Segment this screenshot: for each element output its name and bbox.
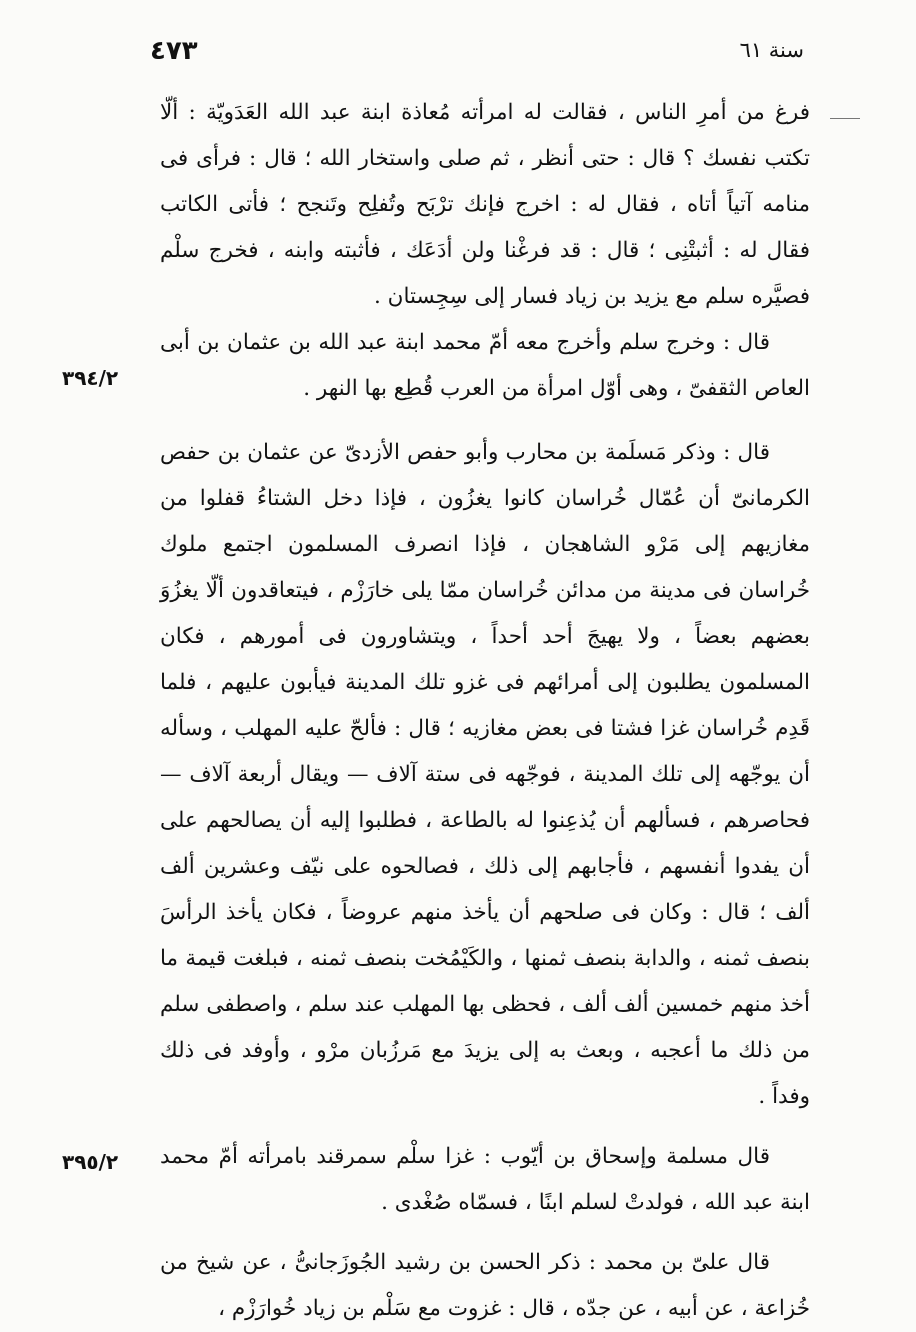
paragraph-gap <box>160 1120 810 1134</box>
page-number: ٤٧٣ <box>150 36 198 66</box>
paragraph-3: قال : وذكر مَسلَمة بن محارب وأبو حفص الأزدىّ عن عثمان بن حفص الكرمانىّ أن عُمّال خُراسان كانوا يغزُون ، فإذا دخل الشتاءُ قفلوا من مغازيهم إلى مَرْو الشاهجان ، فإذا انصرف المسلمون اجتمع ملوك خُراسان فى مدينة من مدائن خُراسان ممّا يلى خارَزْم ، فيتعاقدون ألّا يغزُوَ بعضهم بعضاً ، ولا يهيجَ أحد أحداً ، ويتشاورون فى أمورهم ، فكان المسلمون يطلبون إلى أمرائهم فى غزو تلك المدينة فيأبون عليهم ، فلما قَدِم خُراسان غزا فشتا فى بعض مغازيه ؛ قال : فألحّ عليه المهلب ، وسأله أن يوجّهه إلى تلك المدينة ، فوجّهه فى ستة آلاف — ويقال أربعة آلاف — فحاصرهم ، فسألهم أن يُذعِنوا له بالطاعة ، فطلبوا إليه أن يصالحهم على أن يفدوا أنفسهم ، فأجابهم إلى ذلك ، فصالحوه على نيّف وعشرين ألف ألف ؛ قال : وكان فى صلحهم أن يأخذ منهم عروضاً ، فكان يأخذ الرأسَ بنصف ثمنه ، والدابة بنصف ثمنها ، والكَيْمُخت بنصف ثمنه ، فبلغت قيمة ما أخذ منهم خمسين ألف ألف ، فحظى بها المهلب عند سلم ، واصطفى سلم من ذلك ما أعجبه ، وبعث به إلى يزيدَ مع مَرزُبان مرْو ، وأوفد فى ذلك وفداً . <box>160 440 810 1109</box>
page-header <box>0 30 916 70</box>
year-heading: سنة ٦١ <box>739 38 804 62</box>
paragraph-gap <box>160 412 810 430</box>
paragraph-2: قال : وخرج سلم وأخرج معه أمّ محمد ابنة عبد الله بن عثمان بن أبى العاص الثقفىّ ، وهى أوّل امرأة من العرب قُطِع بها النهر . <box>160 330 810 401</box>
margin-reference-394: ٣٩٤/٢ <box>62 366 119 390</box>
paragraph-5: قال علىّ بن محمد : ذكر الحسن بن رشيد الجُوزَجانىُّ ، عن شيخ من خُزاعة ، عن أبيه ، عن جدّه ، قال : غزوت مع سَلْم بن زياد خُوارَزْم ، <box>160 1250 810 1321</box>
paragraph-1: فرغ من أمرِ الناس ، فقالت له امرأته مُعاذة ابنة عبد الله العَدَويّة : ألّا تكتب نفسك ؟ قال : حتى أنظر ، ثم صلى واستخار الله ؛ قال : فرأى فى منامه آتياً أتاه ، فقال له : اخرج فإنك ترْبَح وتُفلِح وتَنجح ؛ فأتى الكاتب فقال له : أثبتْنِى ؛ قال : قد فرغْنا ولن أدَعَك ، فأثبته وابنه ، فخرج سلْم فصيَّره سلم مع يزيد بن زياد فسار إلى سِجِستان . <box>160 100 810 309</box>
main-text <box>160 90 810 1332</box>
margin-dash <box>830 118 860 119</box>
margin-reference-395: ٣٩٥/٢ <box>62 1150 119 1174</box>
paragraph-gap <box>160 1226 810 1240</box>
paragraph-4: قال مسلمة وإسحاق بن أيّوب : غزا سلْم سمرقند بامرأته أمّ محمد ابنة عبد الله ، فولدتْ لسلم ابنًا ، فسمّاه صُغْدى . <box>160 1144 810 1215</box>
